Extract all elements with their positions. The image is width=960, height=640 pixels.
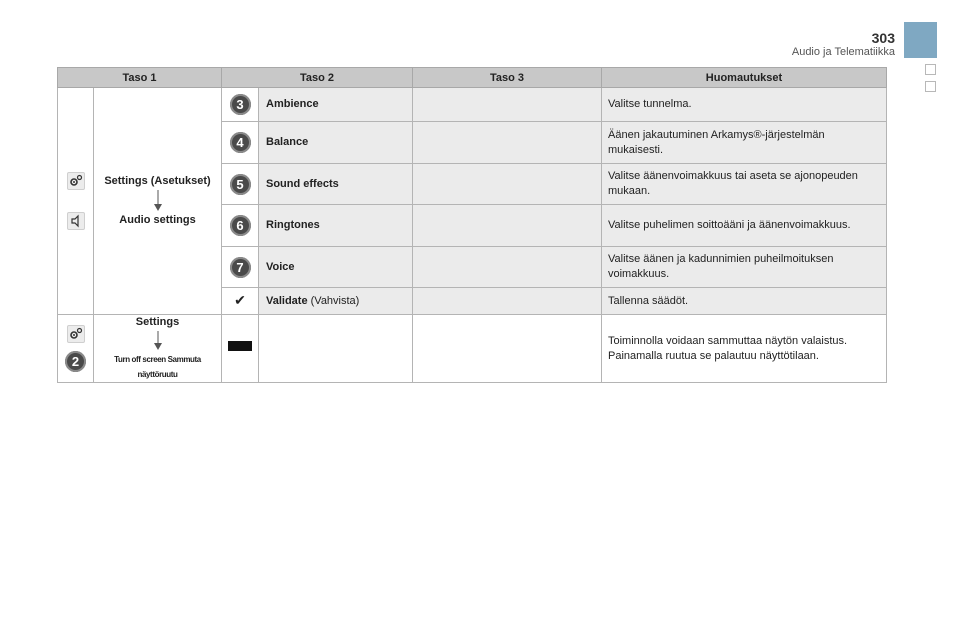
note-line: Painamalla ruutua se palautuu näyttötilaan. xyxy=(608,349,819,362)
note-text: Valitse äänenvoimakkuus tai aseta se ajonopeuden mukaan. xyxy=(602,164,887,205)
marker-badge: 6 xyxy=(230,215,251,236)
note-text xyxy=(602,315,887,383)
tab-marker-1 xyxy=(925,64,936,75)
note-text: Valitse äänen ja kadunnimien puheilmoituksen voimakkuus. xyxy=(602,247,887,288)
settings-icon xyxy=(67,325,85,343)
validate-cell xyxy=(259,288,413,315)
settings-icon xyxy=(67,172,85,190)
note-line: Toiminnolla voidaan sammuttaa näytön valaistus. xyxy=(608,334,848,347)
settings-table xyxy=(57,67,887,383)
note-text: Valitse puhelimen soittoääni ja äänenvoimakkuus. xyxy=(602,205,887,247)
arrow-down-icon xyxy=(153,331,163,351)
nav-level1-label: Settings (Asetukset) xyxy=(104,175,211,187)
group2-icons xyxy=(58,315,94,383)
nav-level1-label: Settings xyxy=(135,316,180,328)
screen-off-icon xyxy=(228,341,252,351)
table-header-row xyxy=(58,68,887,88)
section-title: Audio ja Telematiikka xyxy=(791,46,895,58)
chapter-tab xyxy=(904,22,937,58)
level2-label: Ambience xyxy=(259,88,413,122)
validate-label: Validate xyxy=(266,294,308,307)
nav-level1-sub-label: Turn off screen Sammuta näyttöruutu xyxy=(114,355,201,379)
page-number: 303 xyxy=(871,30,895,46)
level2-label: Ringtones xyxy=(259,205,413,247)
group2-nav-path xyxy=(94,315,222,383)
note-text: Äänen jakautuminen Arkamys®-järjestelmän mukaisesti. xyxy=(602,122,887,164)
arrow-down-icon xyxy=(153,190,163,212)
speaker-icon xyxy=(67,212,85,230)
marker-badge: 4 xyxy=(230,132,251,153)
level2-label: Voice xyxy=(259,247,413,288)
marker-badge: 2 xyxy=(65,351,86,372)
header-notes: Huomautukset xyxy=(602,68,887,88)
tab-marker-2 xyxy=(925,81,936,92)
group1-nav-path xyxy=(94,88,222,315)
nav-level1-sub-label: Audio settings xyxy=(119,214,196,226)
header-level1: Taso 1 xyxy=(58,68,222,88)
marker-badge: 3 xyxy=(230,94,251,115)
table-row xyxy=(58,315,887,383)
marker-badge: 5 xyxy=(230,174,251,195)
header-level2: Taso 2 xyxy=(222,68,413,88)
table-row xyxy=(58,88,887,122)
note-text: Tallenna säädöt. xyxy=(602,288,887,315)
note-text: Valitse tunnelma. xyxy=(602,88,887,122)
validate-suffix: (Vahvista) xyxy=(307,294,360,307)
header-level3: Taso 3 xyxy=(413,68,602,88)
level2-label: Balance xyxy=(259,122,413,164)
checkmark-icon: ✔ xyxy=(234,291,246,308)
level2-label: Sound effects xyxy=(259,164,413,205)
marker-badge: 7 xyxy=(230,257,251,278)
group1-icons xyxy=(58,88,94,315)
